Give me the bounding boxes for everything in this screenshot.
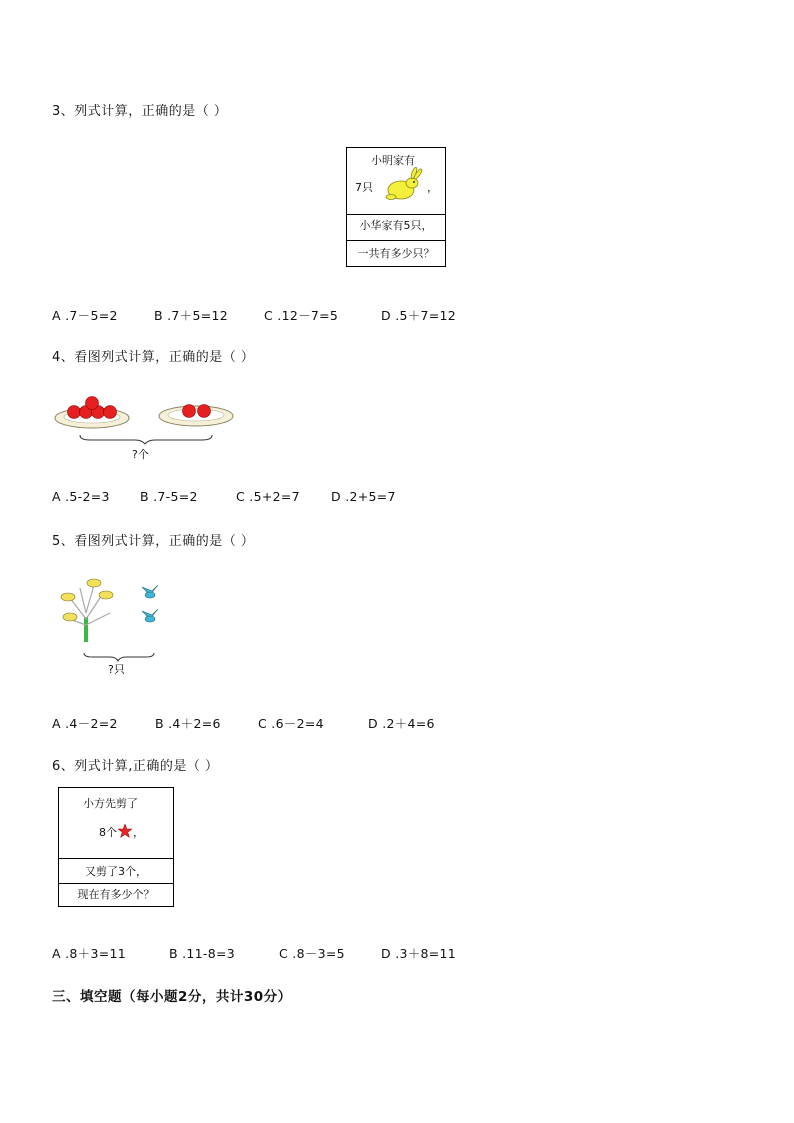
option-d[interactable]: D .3＋8=11	[381, 946, 457, 961]
birds-tree-figure	[50, 573, 170, 663]
question-3-options	[52, 306, 456, 324]
box-line-3: 小华家有5只，	[347, 214, 445, 240]
box-line-1: 小明家有	[371, 154, 415, 167]
apple-plates-figure	[50, 388, 250, 458]
option-b[interactable]: B .11-8=3	[169, 946, 236, 961]
blue-bird-icon	[142, 585, 158, 622]
option-b[interactable]: B .7＋5=12	[154, 308, 229, 323]
option-d[interactable]: D .2+5=7	[331, 489, 396, 504]
question-4-figure-label: ?个	[132, 448, 149, 461]
question-5-figure-label: ?只	[108, 663, 125, 676]
question-6-options	[52, 944, 456, 962]
bird-icon	[61, 579, 113, 621]
box-line-4: 现在有多少个？	[59, 883, 173, 906]
rabbit-icon	[381, 168, 421, 202]
box-comma: ，	[427, 181, 438, 194]
option-a[interactable]: A .5-2=3	[52, 489, 110, 504]
question-3-prompt: 3、列式计算，正确的是（ ）	[52, 104, 228, 119]
option-c[interactable]: C .6－2=4	[258, 716, 324, 731]
box-line-3: 又剪了3个，	[59, 858, 173, 884]
question-6-word-problem-box	[58, 787, 174, 907]
option-c[interactable]: C .5+2=7	[236, 489, 300, 504]
option-c[interactable]: C .8－3=5	[279, 946, 345, 961]
option-a[interactable]: A .4－2=2	[52, 716, 118, 731]
option-d[interactable]: D .5＋7=12	[381, 308, 457, 323]
option-a[interactable]: A .7－5=2	[52, 308, 118, 323]
star-icon	[118, 824, 132, 838]
question-3-word-problem-box	[346, 147, 446, 267]
option-b[interactable]: B .4＋2=6	[155, 716, 221, 731]
question-5-options	[52, 714, 435, 732]
option-d[interactable]: D .2＋4=6	[368, 716, 435, 731]
question-6-prompt: 6、列式计算,正确的是（ ）	[52, 759, 219, 774]
question-5-prompt: 5、看图列式计算，正确的是（ ）	[52, 534, 255, 549]
question-4-prompt: 4、看图列式计算，正确的是（ ）	[52, 350, 255, 365]
box-line-1: 小方先剪了	[83, 797, 138, 810]
box-line-4: 一共有多少只？	[347, 240, 445, 266]
box-line-2: 8个	[99, 826, 117, 839]
box-line-2: 7只	[355, 181, 373, 194]
option-c[interactable]: C .12－7=5	[264, 308, 339, 323]
option-b[interactable]: B .7-5=2	[140, 489, 198, 504]
box-comma: ，	[133, 826, 144, 839]
section-heading: 三、填空题（每小题2分，共计30分）	[52, 989, 292, 1005]
question-4-options	[52, 489, 396, 504]
option-a[interactable]: A .8＋3=11	[52, 946, 126, 961]
